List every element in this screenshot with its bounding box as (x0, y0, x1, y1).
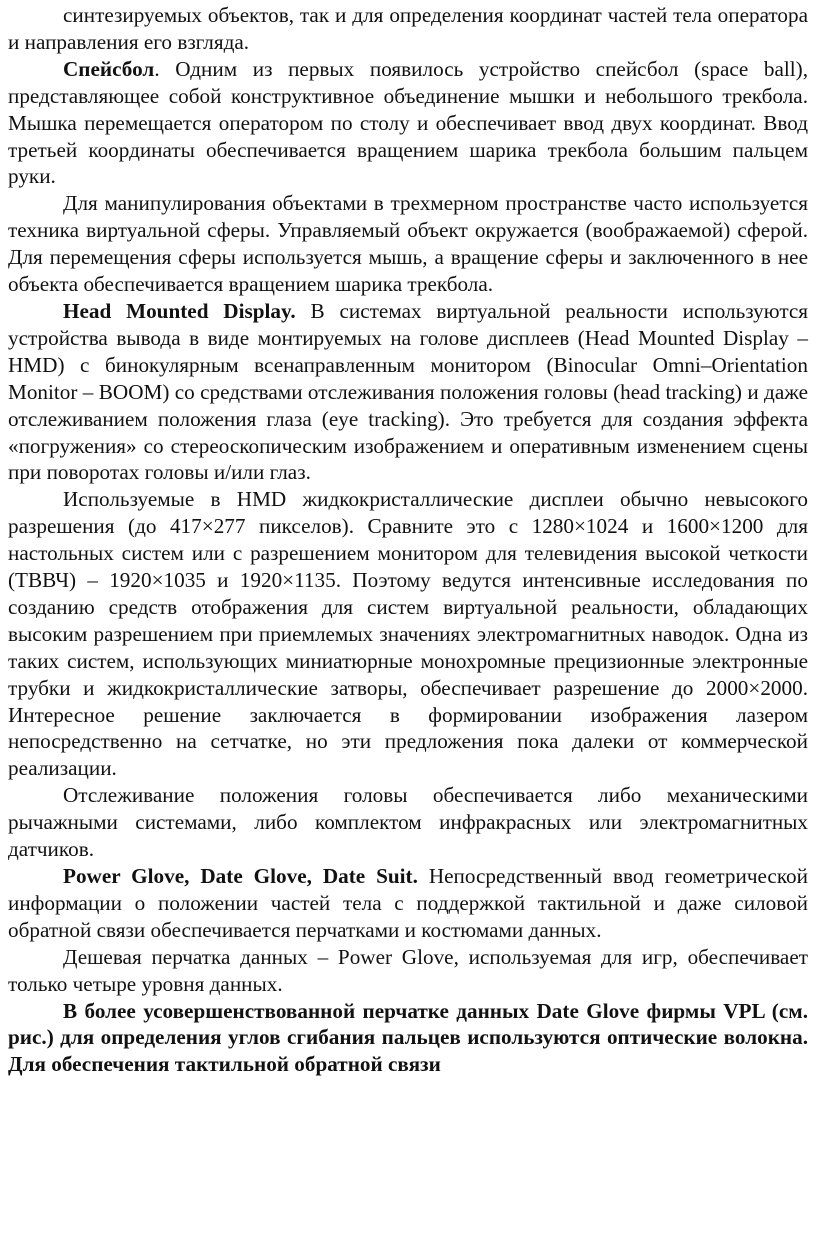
paragraph-power-glove (8, 944, 808, 998)
paragraph-text: В системах виртуальной реальности используются устройства вывода в виде монтируемых на голове дисплеев (Head Mounted Display – HMD) с бинокулярным всенаправленным монитором (Binocular Omni–Orientation Monitor – BOOM) со средствами отслеживания положения головы (head tracking) и даже отслеживанием положения глаза (eye tracking). Это требуется для создания эффекта «погружения» со стереоскопическим изображением и оперативным изменением сцены при поворотах головы и/или глаз. (8, 298, 808, 485)
document-body (8, 2, 808, 1078)
paragraph-text: Дешевая перчатка данных – Power Glove, используемая для игр, обеспечивает только четыре уровня данных. (8, 944, 808, 996)
paragraph-continuation (8, 2, 808, 56)
paragraph-text: синтезируемых объектов, так и для определения координат частей тела оператора и направления его взгляда. (8, 3, 808, 54)
paragraph-virtual-sphere (8, 190, 808, 298)
paragraph-text: Отслеживание положения головы обеспечивается либо механическими рычажными системами, либо комплектом инфракрасных или электромагнитных датчиков. (8, 783, 808, 862)
paragraph-gloves (8, 863, 808, 944)
paragraph-hmd (8, 298, 808, 486)
paragraph-lead: Спейсбол (63, 56, 155, 81)
paragraph-lead: Head Mounted Display. (63, 298, 296, 323)
paragraph-text: Непосредственный ввод геометрической информации о положении частей тела с поддержкой тактильной и даже силовой обратной связи обеспечивается перчатками и костюмами данных. (8, 864, 808, 942)
paragraph-date-glove (8, 998, 808, 1079)
paragraph-lead: Power Glove, Date Glove, Date Suit. (63, 864, 418, 888)
paragraph-hmd-resolution (8, 486, 808, 782)
paragraph-text: Используемые в HMD жидкокристаллические дисплеи обычно невысокого разрешения (до 417×277 пикселов). Сравните это с 1280×1024 и 1600×1200 для настольных систем или с разрешением монитором для телевидения высокой четкости (ТВВЧ) – 1920×1035 и 1920×1135. Поэтому ведутся интенсивные исследования по созданию средств отображения для систем виртуальной реальности, обладающих высоким разрешением при приемлемых значениях электромагнитных наводок. Одна из таких систем, использующих миниатюрные монохромные прецизионные электронные трубки и жидкокристаллические затворы, обеспечивает разрешение до 2000×2000. Интересное решение заключается в формировании изображения лазером непосредственно на сетчатке, но эти предложения пока далеки от коммерческой реализации. (8, 487, 808, 781)
paragraph-lead: В более усовершенствованной перчатке данных Date Glove фирмы VPL (см. рис.) для определения углов сгибания пальцев используются оптические волокна. Для обеспечения тактильной обратной связи (8, 998, 808, 1077)
paragraph-text: . Одним из первых появилось устройство спейсбол (space ball), представляющее собой конструктивное объединение мышки и небольшого трекбола. Мышка перемещается оператором по столу и обеспечивает ввод двух координат. Ввод третьей координаты обеспечивается вращением шарика трекбола большим пальцем руки. (8, 56, 808, 189)
paragraph-spaceball (8, 56, 808, 191)
paragraph-head-tracking (8, 782, 808, 863)
paragraph-text: Для манипулирования объектами в трехмерном пространстве часто используется техника виртуальной сферы. Управляемый объект окружается (воображаемой) сферой. Для перемещения сферы используется мышь, а вращение сферы и заключенного в нее объекта обеспечивается вращением шарика трекбола. (8, 191, 808, 297)
